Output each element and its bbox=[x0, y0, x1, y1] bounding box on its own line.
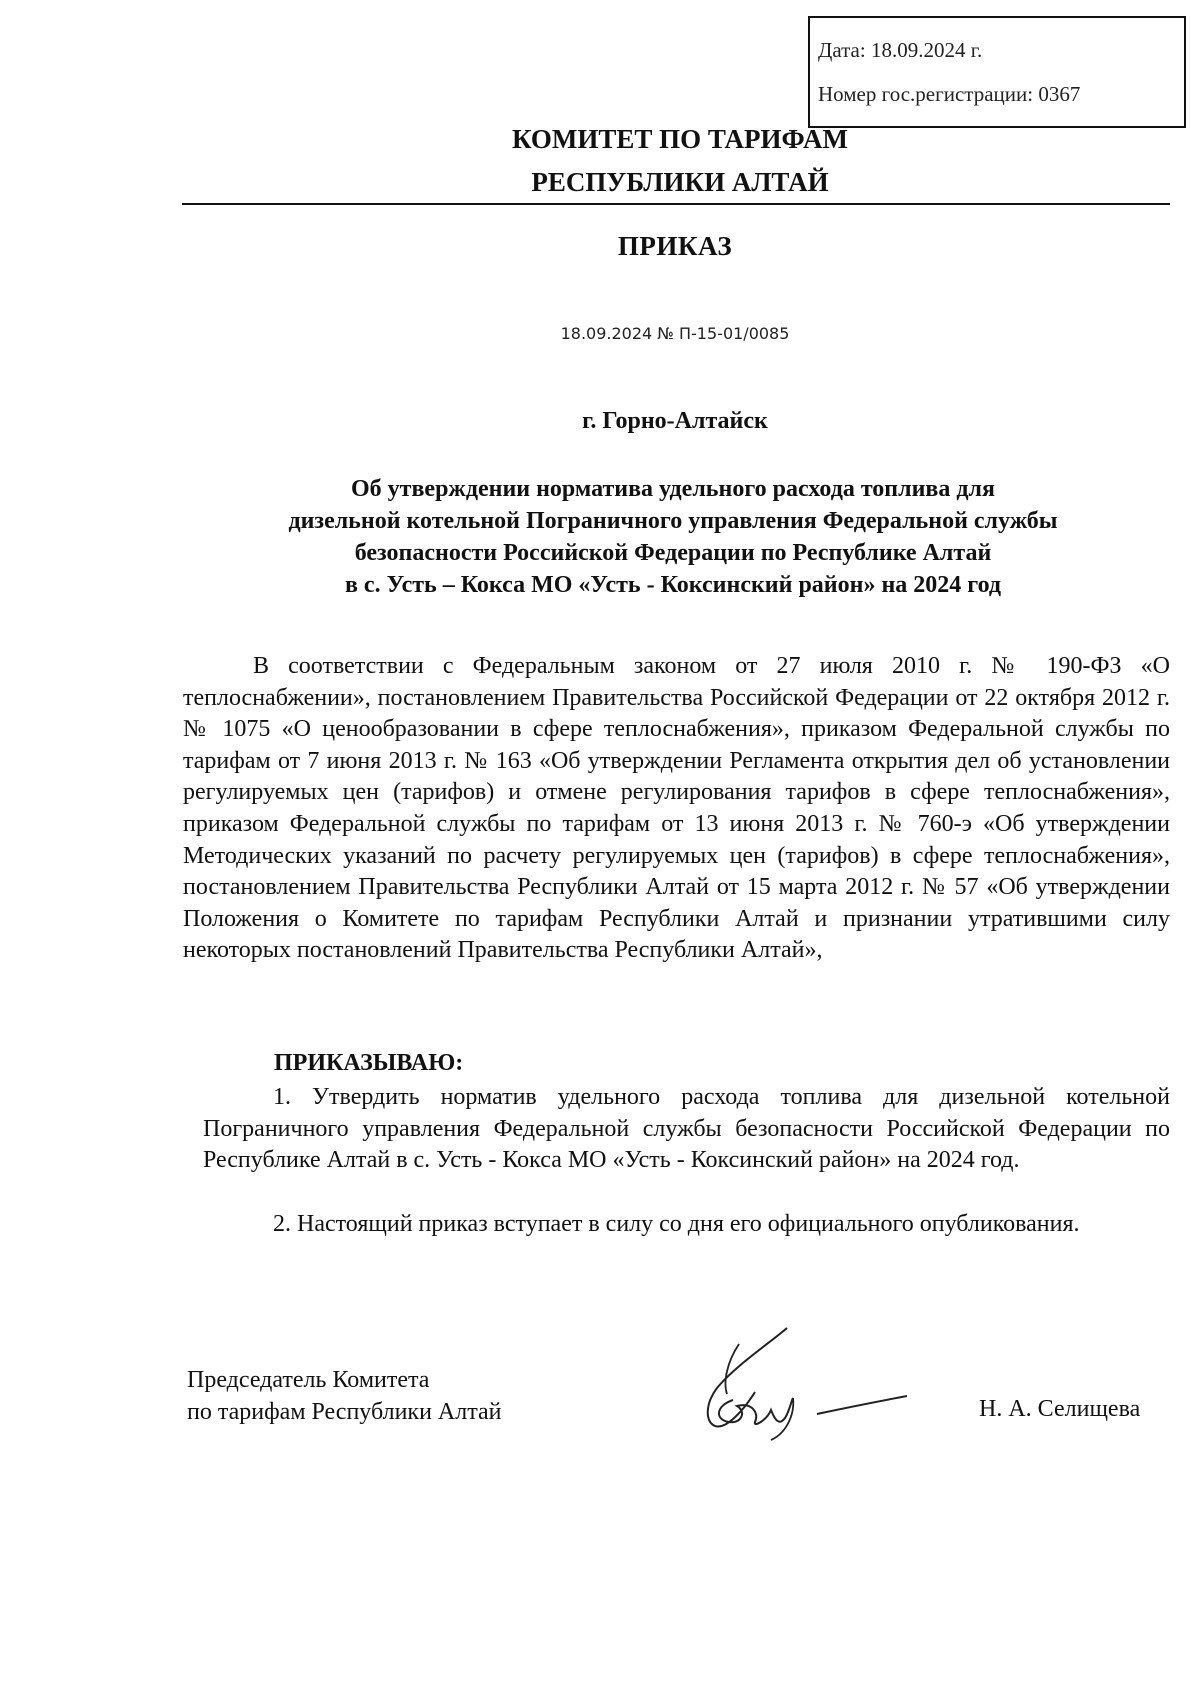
registration-number-label: Номер гос.регистрации: bbox=[818, 82, 1034, 106]
subject-line: безопасности Российской Федерации по Республике Алтай bbox=[354, 540, 992, 566]
preamble bbox=[183, 651, 1170, 967]
document-number: 18.09.2024 № П-15-01/0085 bbox=[560, 324, 790, 343]
order-heading: ПРИКАЗЫВАЮ: bbox=[274, 1050, 464, 1076]
order-item bbox=[203, 1209, 1170, 1241]
signatory-position-line2: по тарифам Республики Алтай bbox=[187, 1399, 502, 1425]
order-item-text: 1. Утвердить норматив удельного расхода топлива для дизельной котельной Пограничного управления Федеральной службы безопасности Российской Федерации по Республике Алтай в с. Усть - Кокса МО «Усть - Коксинский район» на 2024 год. bbox=[203, 1084, 1170, 1174]
preamble-text: В соответствии с Федеральным законом от 27 июля 2010 г. № 190-ФЗ «О теплоснабжении», постановлением Правительства Российской Федерации от 22 октября 2012 г. № 1075 «О ценообразовании в сфере теплоснабжения», приказом Федеральной службы по тарифам от 7 июня 2013 г. № 163 «Об утверждении Регламента открытия дел об установлении регулируемых цен (тарифов) и отмене регулирования тарифов в сфере теплоснабжения», приказом Федеральной службы по тарифам от 13 июня 2013 г. № 760-э «Об утверждении Методических указаний по расчету регулируемых цен (тарифов) в сфере теплоснабжения», постановлением Правительства Республики Алтай от 15 марта 2012 г. № 57 «Об утверждении Положения о Комитете по тарифам Республики Алтай и признании утратившими силу некоторых постановлений Правительства Республики Алтай», bbox=[183, 653, 1170, 964]
registration-number bbox=[818, 82, 1080, 107]
organization-name-line2: РЕСПУБЛИКИ АЛТАЙ bbox=[531, 167, 829, 197]
signatory-position-line1: Председатель Комитета bbox=[187, 1367, 430, 1393]
registration-date bbox=[818, 38, 982, 63]
document-city: г. Горно-Алтайск bbox=[582, 408, 768, 434]
document-type: ПРИКАЗ bbox=[617, 231, 733, 261]
handwritten-signature bbox=[675, 1322, 925, 1442]
signatory-position bbox=[187, 1364, 502, 1428]
signatory-name: Н. А. Селищева bbox=[979, 1396, 1141, 1422]
document-subject bbox=[198, 473, 1148, 601]
subject-line: дизельной котельной Пограничного управления Федеральной службы bbox=[288, 508, 1058, 534]
organization-name-line1: КОМИТЕТ ПО ТАРИФАМ bbox=[511, 124, 849, 154]
order-item-text: 2. Настоящий приказ вступает в силу со дня его официального опубликования. bbox=[273, 1211, 1080, 1237]
registration-number-value: 0367 bbox=[1038, 82, 1081, 106]
registration-stamp bbox=[808, 16, 1186, 128]
registration-date-value: 18.09.2024 г. bbox=[870, 38, 983, 62]
subject-line: в с. Усть – Кокса МО «Усть - Коксинский район» на 2024 год bbox=[344, 572, 1002, 598]
header-divider bbox=[182, 203, 1170, 205]
registration-date-label: Дата: bbox=[818, 38, 866, 62]
order-item bbox=[203, 1082, 1170, 1177]
subject-line: Об утверждении норматива удельного расхода топлива для bbox=[351, 476, 995, 502]
